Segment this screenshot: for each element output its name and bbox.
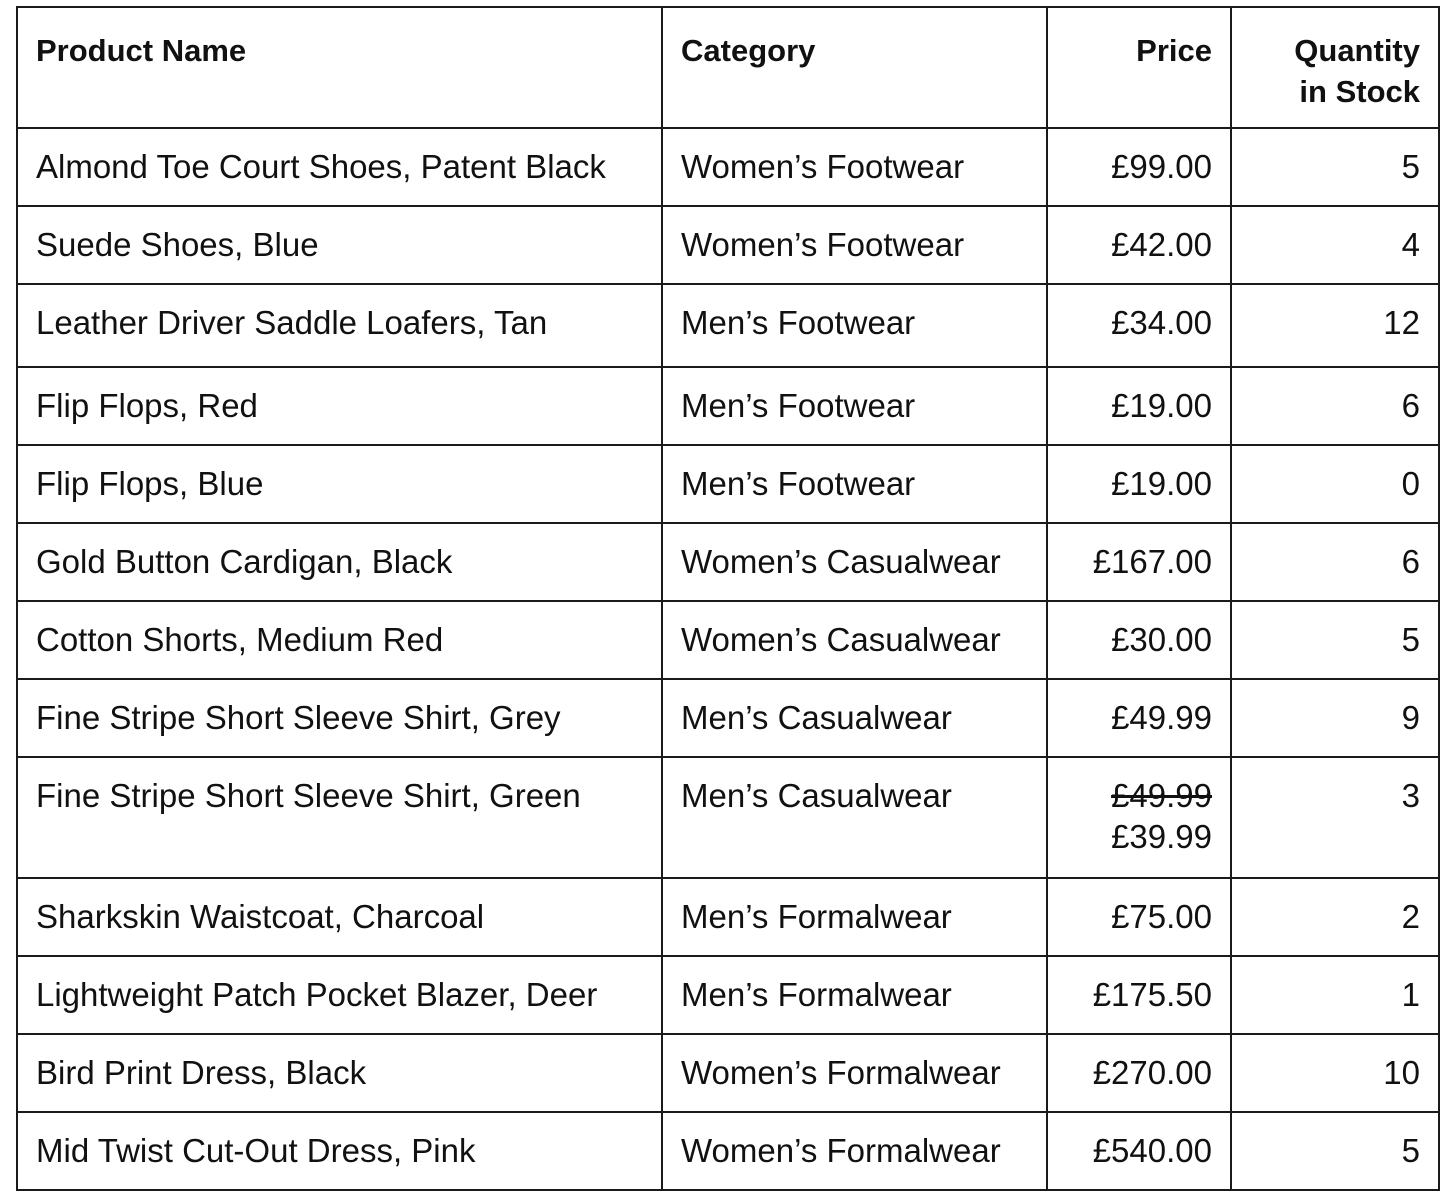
cell-quantity: 2 [1231,878,1439,956]
cell-category: Women’s Formalwear [662,1034,1047,1112]
cell-product-name: Leather Driver Saddle Loafers, Tan [17,284,662,367]
cell-product-name: Lightweight Patch Pocket Blazer, Deer [17,956,662,1034]
cell-quantity: 4 [1231,206,1439,284]
header-price: Price [1047,7,1231,128]
header-quantity-line1: Quantity [1294,33,1420,68]
cell-quantity: 3 [1231,757,1439,878]
cell-quantity: 10 [1231,1034,1439,1112]
cell-price: £99.00 [1047,128,1231,206]
cell-price: £175.50 [1047,956,1231,1034]
header-quantity-in-stock [1231,7,1439,128]
cell-product-name: Sharkskin Waistcoat, Charcoal [17,878,662,956]
cell-price: £42.00 [1047,206,1231,284]
cell-quantity: 6 [1231,523,1439,601]
cell-price: £270.00 [1047,1034,1231,1112]
cell-product-name: Bird Print Dress, Black [17,1034,662,1112]
cell-product-name: Flip Flops, Blue [17,445,662,523]
table-row [17,757,1439,878]
cell-quantity: 1 [1231,956,1439,1034]
cell-product-name: Fine Stripe Short Sleeve Shirt, Green [17,757,662,878]
table-row [17,206,1439,284]
table-row [17,878,1439,956]
table-row [17,1034,1439,1112]
cell-category: Men’s Footwear [662,445,1047,523]
cell-price: £34.00 [1047,284,1231,367]
table-header-row [17,7,1439,128]
cell-category: Men’s Casualwear [662,679,1047,757]
cell-category: Men’s Footwear [662,367,1047,445]
cell-product-name: Cotton Shorts, Medium Red [17,601,662,679]
cell-product-name: Gold Button Cardigan, Black [17,523,662,601]
cell-category: Men’s Formalwear [662,956,1047,1034]
cell-category: Women’s Casualwear [662,601,1047,679]
cell-product-name: Fine Stripe Short Sleeve Shirt, Grey [17,679,662,757]
cell-quantity: 9 [1231,679,1439,757]
product-inventory-table [16,6,1440,1191]
table-row [17,367,1439,445]
cell-product-name: Almond Toe Court Shoes, Patent Black [17,128,662,206]
cell-quantity: 5 [1231,128,1439,206]
table-row [17,128,1439,206]
table-row [17,956,1439,1034]
cell-quantity: 6 [1231,367,1439,445]
cell-category: Women’s Formalwear [662,1112,1047,1190]
cell-price: £49.99 [1047,679,1231,757]
cell-product-name: Mid Twist Cut-Out Dress, Pink [17,1112,662,1190]
cell-price: £75.00 [1047,878,1231,956]
cell-quantity: 12 [1231,284,1439,367]
cell-category: Women’s Footwear [662,206,1047,284]
table-row [17,1112,1439,1190]
header-quantity-line2: in Stock [1299,74,1420,109]
cell-category: Men’s Casualwear [662,757,1047,878]
table-row [17,523,1439,601]
original-price-struck: £49.99 [1111,777,1212,814]
cell-price: £19.00 [1047,445,1231,523]
table-row [17,679,1439,757]
cell-price: £167.00 [1047,523,1231,601]
cell-price: £30.00 [1047,601,1231,679]
cell-product-name: Suede Shoes, Blue [17,206,662,284]
table-row [17,284,1439,367]
cell-category: Men’s Formalwear [662,878,1047,956]
cell-price: £19.00 [1047,367,1231,445]
sale-price: £39.99 [1111,818,1212,855]
cell-quantity: 5 [1231,601,1439,679]
cell-category: Women’s Footwear [662,128,1047,206]
cell-quantity: 5 [1231,1112,1439,1190]
cell-category: Women’s Casualwear [662,523,1047,601]
cell-price [1047,757,1231,878]
header-product-name: Product Name [17,7,662,128]
cell-price: £540.00 [1047,1112,1231,1190]
table-row [17,445,1439,523]
cell-quantity: 0 [1231,445,1439,523]
header-category: Category [662,7,1047,128]
cell-product-name: Flip Flops, Red [17,367,662,445]
cell-category: Men’s Footwear [662,284,1047,367]
table-row [17,601,1439,679]
